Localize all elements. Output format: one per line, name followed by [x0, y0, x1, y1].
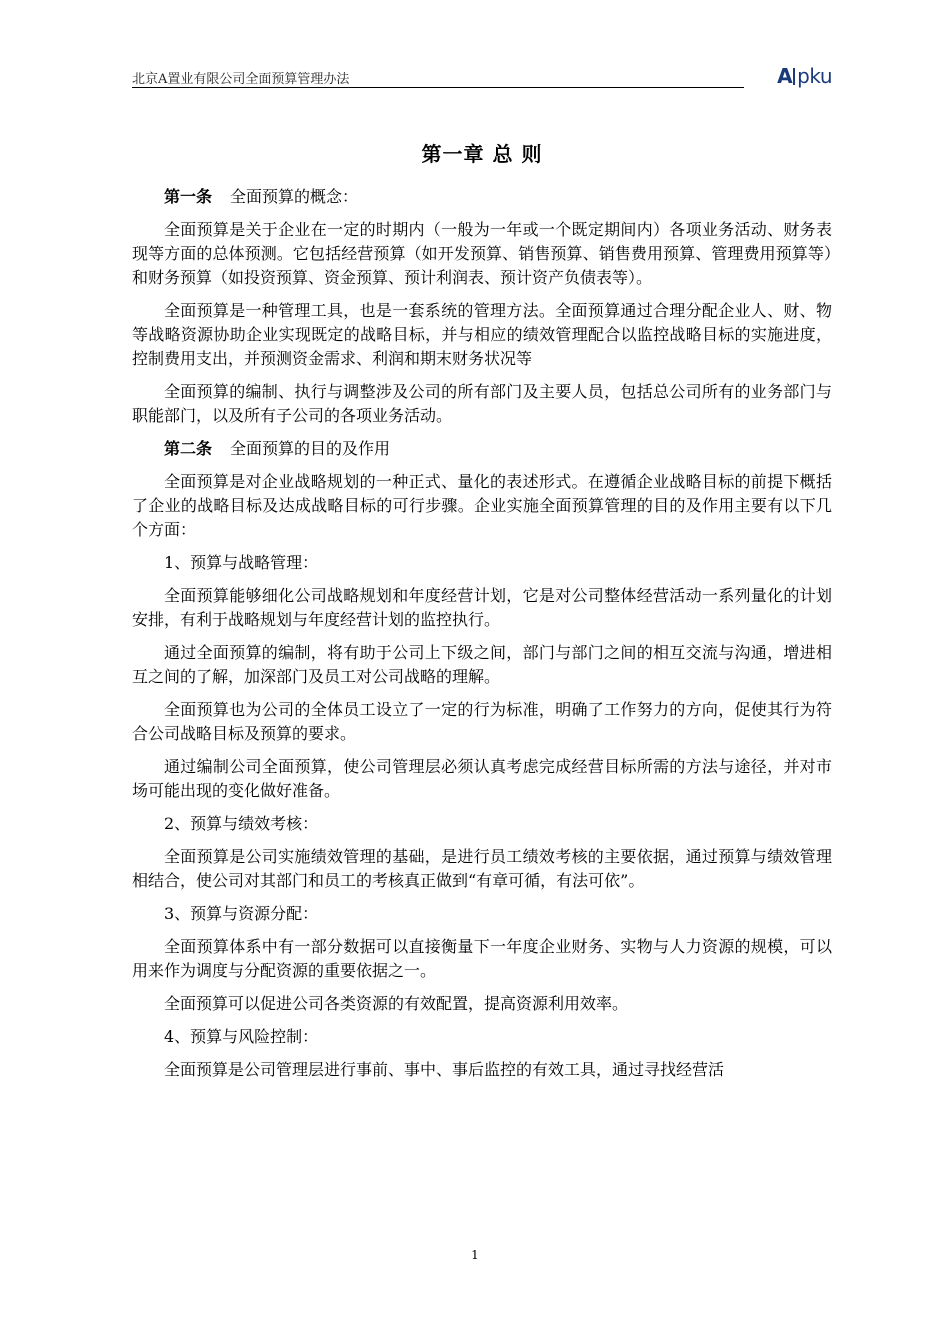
section-heading: 1、预算与战略管理： — [164, 553, 319, 572]
logo-letter: A — [777, 64, 793, 88]
paragraph: 全面预算是公司管理层进行事前、事中、事后监控的有效工具，通过寻找经营活 — [164, 1060, 725, 1079]
paragraph: 全面预算可以促进公司各类资源的有效配置，提高资源利用效率。 — [164, 994, 629, 1013]
page-number: 1 — [471, 1248, 479, 1262]
paragraph: 全面预算体系中有一部分数据可以直接衡量下一年度企业财务、实物与人力资源的规模，可以用来作为调度与分配资源的重要依据之一。 — [132, 937, 832, 980]
paragraph: 全面预算能够细化公司战略规划和年度经营计划，它是对公司整体经营活动一系列量化的计划安排，有利于战略规划与年度经营计划的监控执行。 — [132, 586, 832, 629]
logo-text: pku — [797, 64, 832, 88]
article-title: 全面预算的概念： — [230, 187, 359, 206]
article-title: 全面预算的目的及作用 — [230, 439, 391, 458]
article-heading-1 — [132, 185, 832, 209]
article-label: 第二条 — [164, 439, 213, 458]
paragraph: 全面预算是对企业战略规划的一种正式、量化的表述形式。在遵循企业战略目标的前提下概括了企业的战略目标及达成战略目标的可行步骤。企业实施全面预算管理的目的及作用主要有以下几个方面： — [132, 472, 832, 539]
chapter-title: 第一章 总 则 — [421, 142, 543, 166]
company-logo — [777, 64, 832, 88]
section-heading: 2、预算与绩效考核： — [164, 814, 319, 833]
logo-bar — [793, 68, 795, 85]
header-title: 北京A置业有限公司全面预算管理办法 — [132, 72, 350, 87]
paragraph: 全面预算是一种管理工具，也是一套系统的管理方法。全面预算通过合理分配企业人、财、物等战略资源协助企业实现既定的战略目标，并与相应的绩效管理配合以监控战略目标的实施进度，控制费用支出，并预测资金需求、利润和期末财务状况等 — [132, 301, 832, 368]
article-label: 第一条 — [164, 187, 213, 206]
page-header — [132, 64, 832, 90]
paragraph: 通过全面预算的编制，将有助于公司上下级之间，部门与部门之间的相互交流与沟通，增进相互之间的了解，加深部门及员工对公司战略的理解。 — [132, 643, 832, 686]
section-heading: 3、预算与资源分配： — [164, 904, 319, 923]
paragraph: 全面预算的编制、执行与调整涉及公司的所有部门及主要人员，包括总公司所有的业务部门与职能部门，以及所有子公司的各项业务活动。 — [132, 382, 832, 425]
paragraph: 全面预算是公司实施绩效管理的基础，是进行员工绩效考核的主要依据，通过预算与绩效管理相结合，使公司对其部门和员工的考核真正做到“有章可循，有法可依”。 — [132, 847, 832, 890]
paragraph: 通过编制公司全面预算，使公司管理层必须认真考虑完成经营目标所需的方法与途径，并对市场可能出现的变化做好准备。 — [132, 757, 832, 800]
document-body — [132, 138, 832, 1091]
article-heading-2 — [132, 437, 832, 461]
section-heading: 4、预算与风险控制： — [164, 1027, 319, 1046]
paragraph: 全面预算是关于企业在一定的时期内（一般为一年或一个既定期间内）各项业务活动、财务表现等方面的总体预测。它包括经营预算（如开发预算、销售预算、销售费用预算、管理费用预算等）和财务预算（如投资预算、资金预算、预计利润表、预计资产负债表等）。 — [132, 220, 832, 287]
paragraph: 全面预算也为公司的全体员工设立了一定的行为标准，明确了工作努力的方向，促使其行为符合公司战略目标及预算的要求。 — [132, 700, 832, 743]
header-rule — [132, 87, 744, 88]
